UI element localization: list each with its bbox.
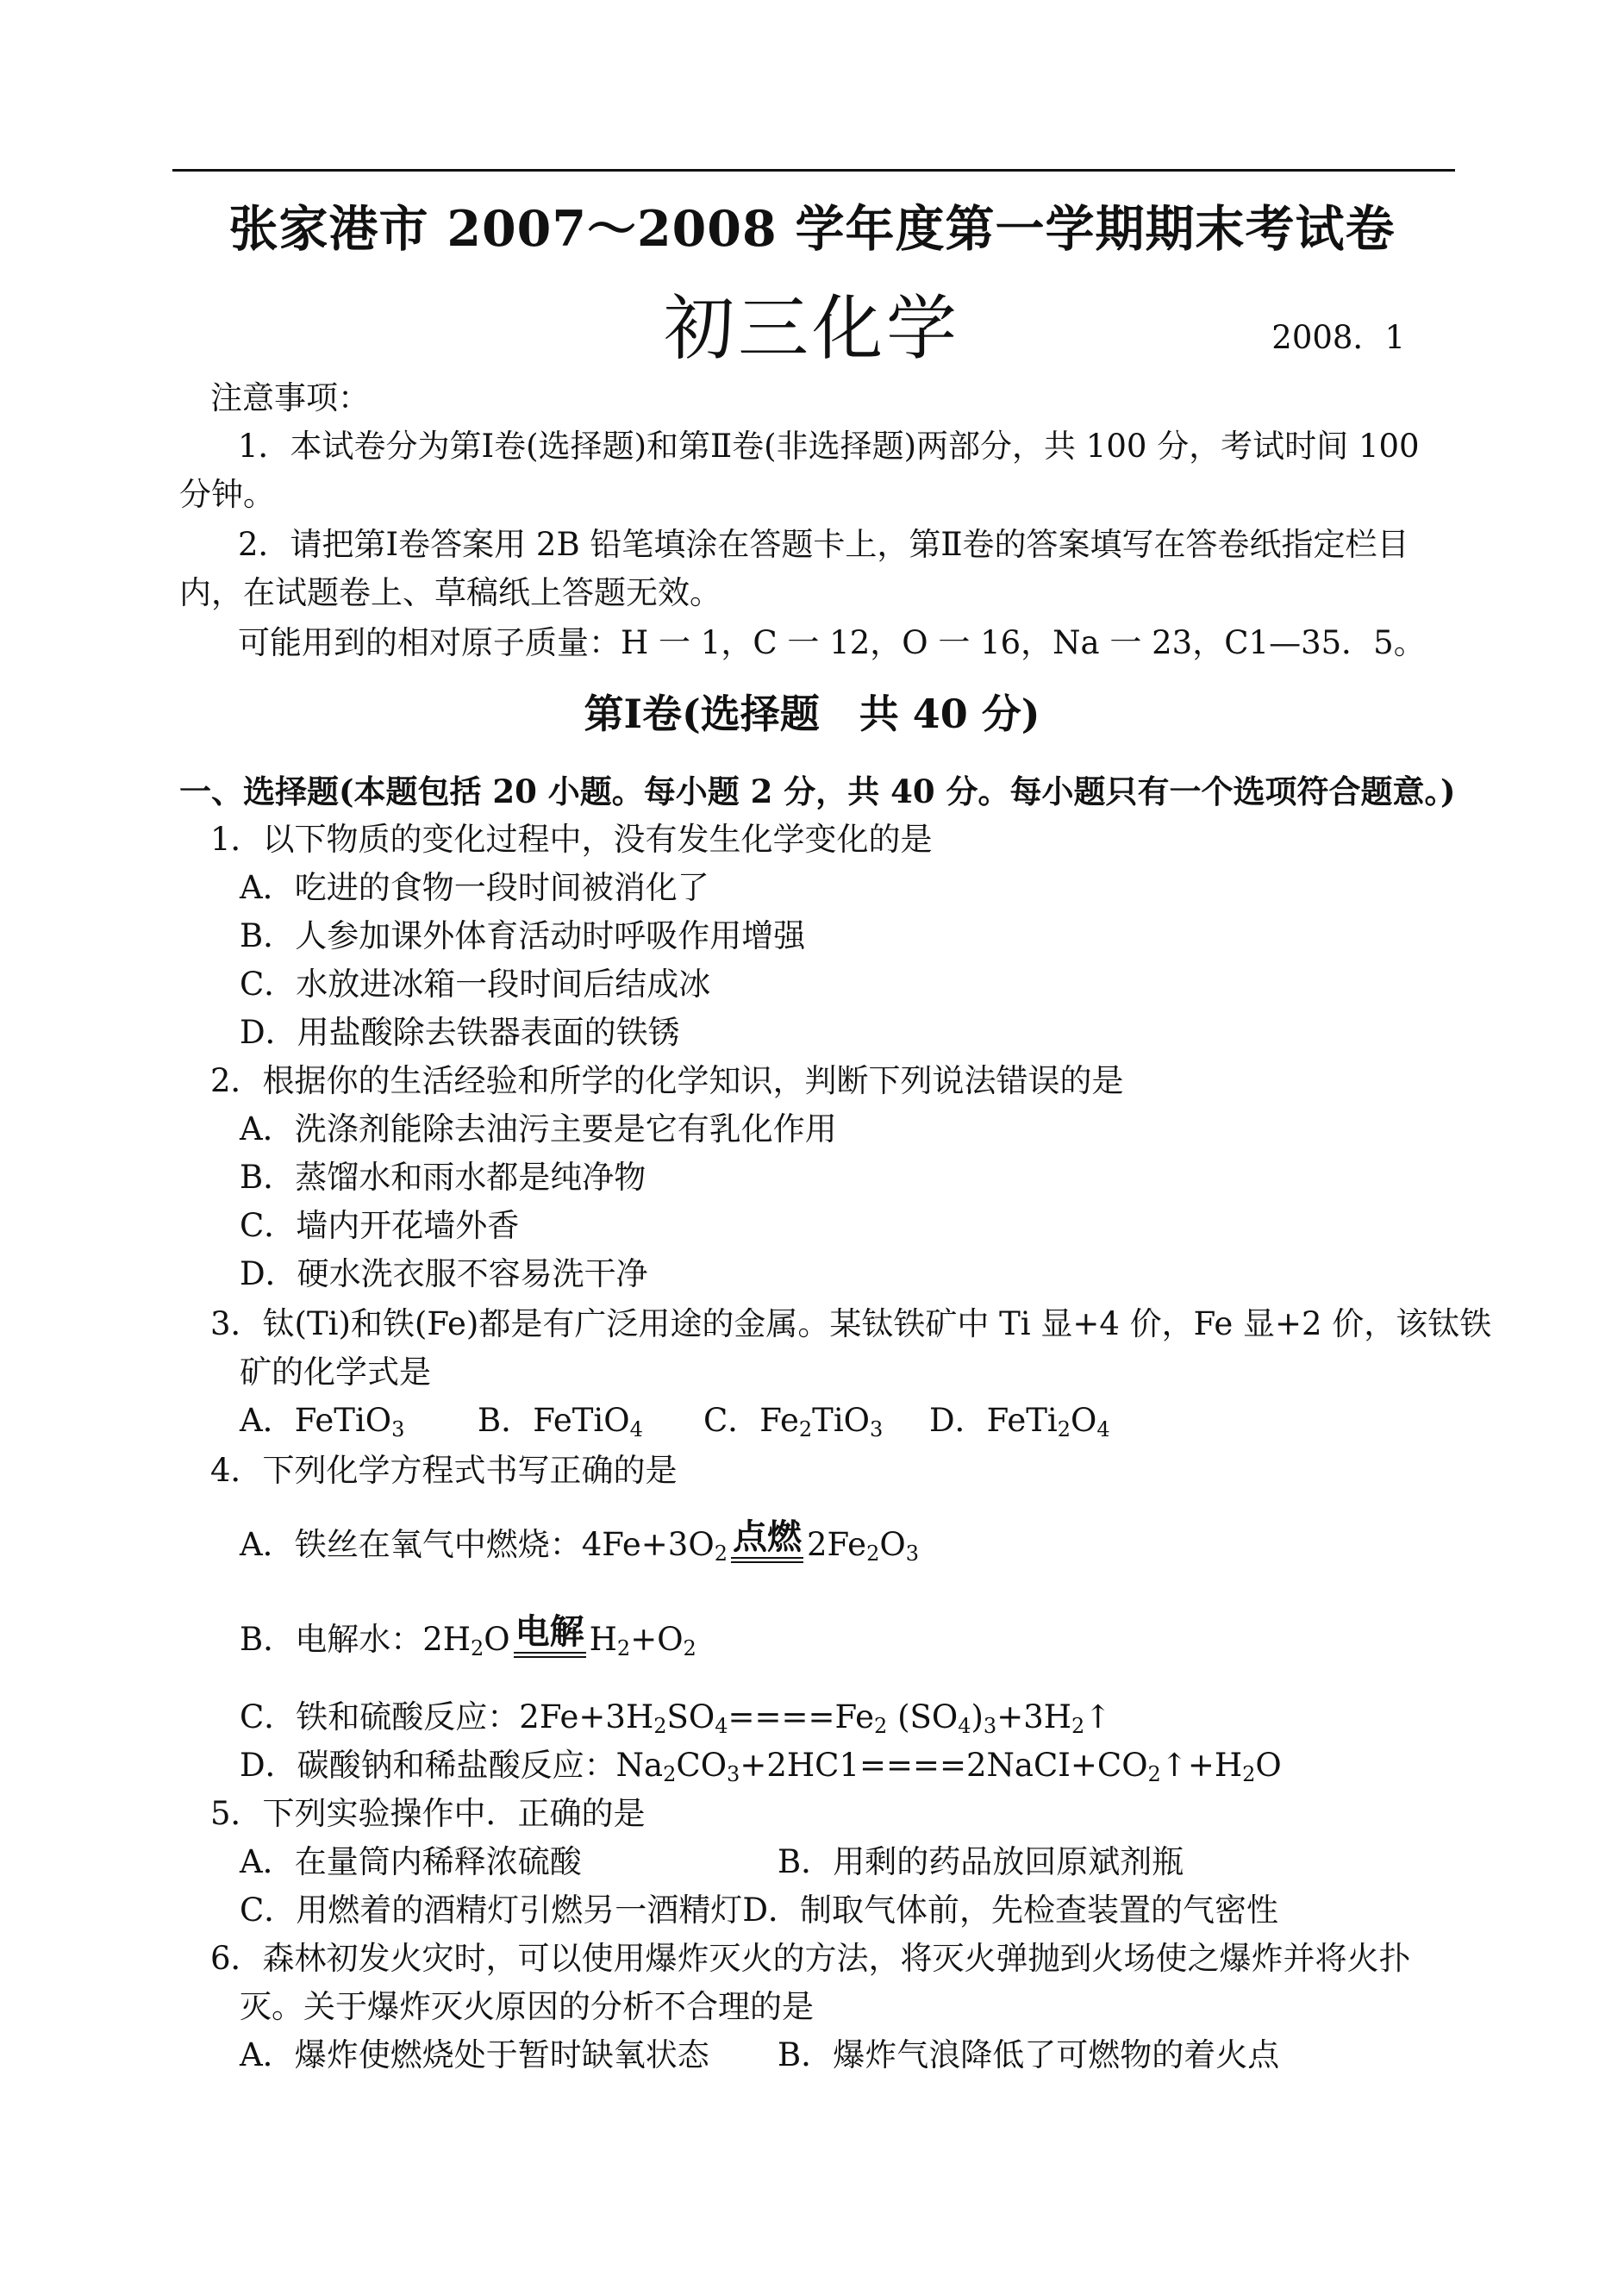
q5-option-a: A．在量筒内稀释浓硫酸 xyxy=(240,1843,582,1880)
q4-option-d: D．碳酸钠和稀盐酸反应：$Na_2CO_3+2HC1====2NaCI+CO_2↑+H_2O$ xyxy=(240,1747,1282,1786)
q1-stem: 1．以下物质的变化过程中，没有发生化学变化的是 xyxy=(210,821,933,858)
top-rule xyxy=(172,169,1455,172)
q6-option-b: B．爆炸气浪降低了可燃物的着火点 xyxy=(778,2036,1280,2073)
q2-option-d: D．硬水洗衣服不容易洗干净 xyxy=(240,1255,648,1292)
q6-options-row-1 xyxy=(240,2036,1279,2074)
q5-option-d: D．制取气体前，先检查装置的气密性 xyxy=(742,1892,1278,1929)
q1-option-b: B．人参加课外体育活动时呼吸作用增强 xyxy=(240,917,806,954)
q3-option-b: B．FeTiO$_4$ xyxy=(478,1402,643,1441)
q5-option-b: B．用剩的药品放回原斌剂瓶 xyxy=(778,1843,1184,1880)
q4-option-c: C．铁和硫酸反应：$2Fe+3H_2SO_4====Fe_2$ $(SO_4)_3+3H_2↑$ xyxy=(240,1698,1112,1738)
q2-option-b: B．蒸馏水和雨水都是纯净物 xyxy=(240,1159,646,1196)
section-1-instructions: 一、选择题(本题包括 20 小题。每小题 2 分，共 40 分。每小题只有一个选项符合题意。) xyxy=(179,772,1456,810)
q4-option-b: B．电解水：$2H_2O$ 电解 $H_2+O_2$ xyxy=(240,1611,696,1660)
q3-option-c: C．$Fe_2TiO_3$ xyxy=(703,1402,884,1441)
atomic-mass-line: 可能用到的相对原子质量：H 一 1，C 一 12，O 一 16，Na 一 23，C1—35．5。 xyxy=(238,624,1426,661)
q4-stem: 4．下列化学方程式书写正确的是 xyxy=(210,1452,678,1489)
section-1-title: 第Ⅰ卷(选择题 共 40 分) xyxy=(584,691,1040,737)
q3-stem-line-2: 矿的化学式是 xyxy=(240,1354,431,1391)
q2-stem: 2．根据你的生活经验和所学的化学知识，判断下列说法错误的是 xyxy=(210,1062,1124,1099)
note-1-line-1: 1．本试卷分为第Ⅰ卷(选择题)和第Ⅱ卷(非选择题)两部分，共 100 分，考试时间 100 xyxy=(238,428,1420,465)
q3-stem-line-1: 3．钛(Ti)和铁(Fe)都是有广泛用途的金属。某钛铁矿中 Ti 显+4 价，Fe 显+2 价，该钛铁 xyxy=(210,1305,1492,1342)
q1-option-d: D．用盐酸除去铁器表面的铁锈 xyxy=(240,1014,680,1051)
notes-heading: 注意事项： xyxy=(210,379,370,416)
q5-stem: 5．下列实验操作中．正确的是 xyxy=(210,1795,646,1832)
q6-stem-line-2: 灭。关于爆炸灭火原因的分析不合理的是 xyxy=(240,1988,814,2025)
q1-option-c: C．水放进冰箱一段时间后结成冰 xyxy=(240,966,711,1003)
q2-option-c: C．墙内开花墙外香 xyxy=(240,1207,520,1244)
q6-stem-line-1: 6．森林初发火灾时，可以使用爆炸灭火的方法，将灭火弹抛到火场使之爆炸并将火扑 xyxy=(210,1940,1411,1977)
note-2-line-2: 内，在试题卷上、草稿纸上答题无效。 xyxy=(179,574,721,611)
q2-option-a: A．洗涤剂能除去油污主要是它有乳化作用 xyxy=(240,1110,837,1148)
q3-options xyxy=(240,1402,1110,1440)
q1-option-a: A．吃进的食物一段时间被消化了 xyxy=(240,869,709,906)
note-2-line-1: 2．请把第Ⅰ卷答案用 2B 铅笔填涂在答题卡上，第Ⅱ卷的答案填写在答卷纸指定栏目 xyxy=(238,526,1409,563)
q3-option-a: A．FeTiO$_3$ xyxy=(240,1402,405,1441)
q5-option-c: C．用燃着的酒精灯引燃另一酒精灯 xyxy=(240,1892,743,1929)
q5-options-row-2 xyxy=(240,1892,1278,1929)
condition-electrolysis: 电解 xyxy=(514,1612,586,1658)
exam-date: 2008．1 xyxy=(1271,319,1405,356)
q6-option-a: A．爆炸使燃烧处于暂时缺氧状态 xyxy=(240,2036,709,2073)
exam-title: 张家港市 2007～2008 学年度第一学期期末考试卷 xyxy=(228,200,1396,258)
q4-option-a: A．铁丝在氧气中燃烧：$4Fe+3O_2$ 点燃 $2Fe_2O_3$ xyxy=(240,1516,919,1566)
q3-option-d: D．$FeTi_2O_4$ xyxy=(929,1402,1110,1441)
q5-options-row-1 xyxy=(240,1843,1184,1881)
subject-title: 初三化学 xyxy=(663,288,960,370)
condition-ignite: 点燃 xyxy=(731,1517,803,1563)
note-1-line-2: 分钟。 xyxy=(179,476,275,513)
